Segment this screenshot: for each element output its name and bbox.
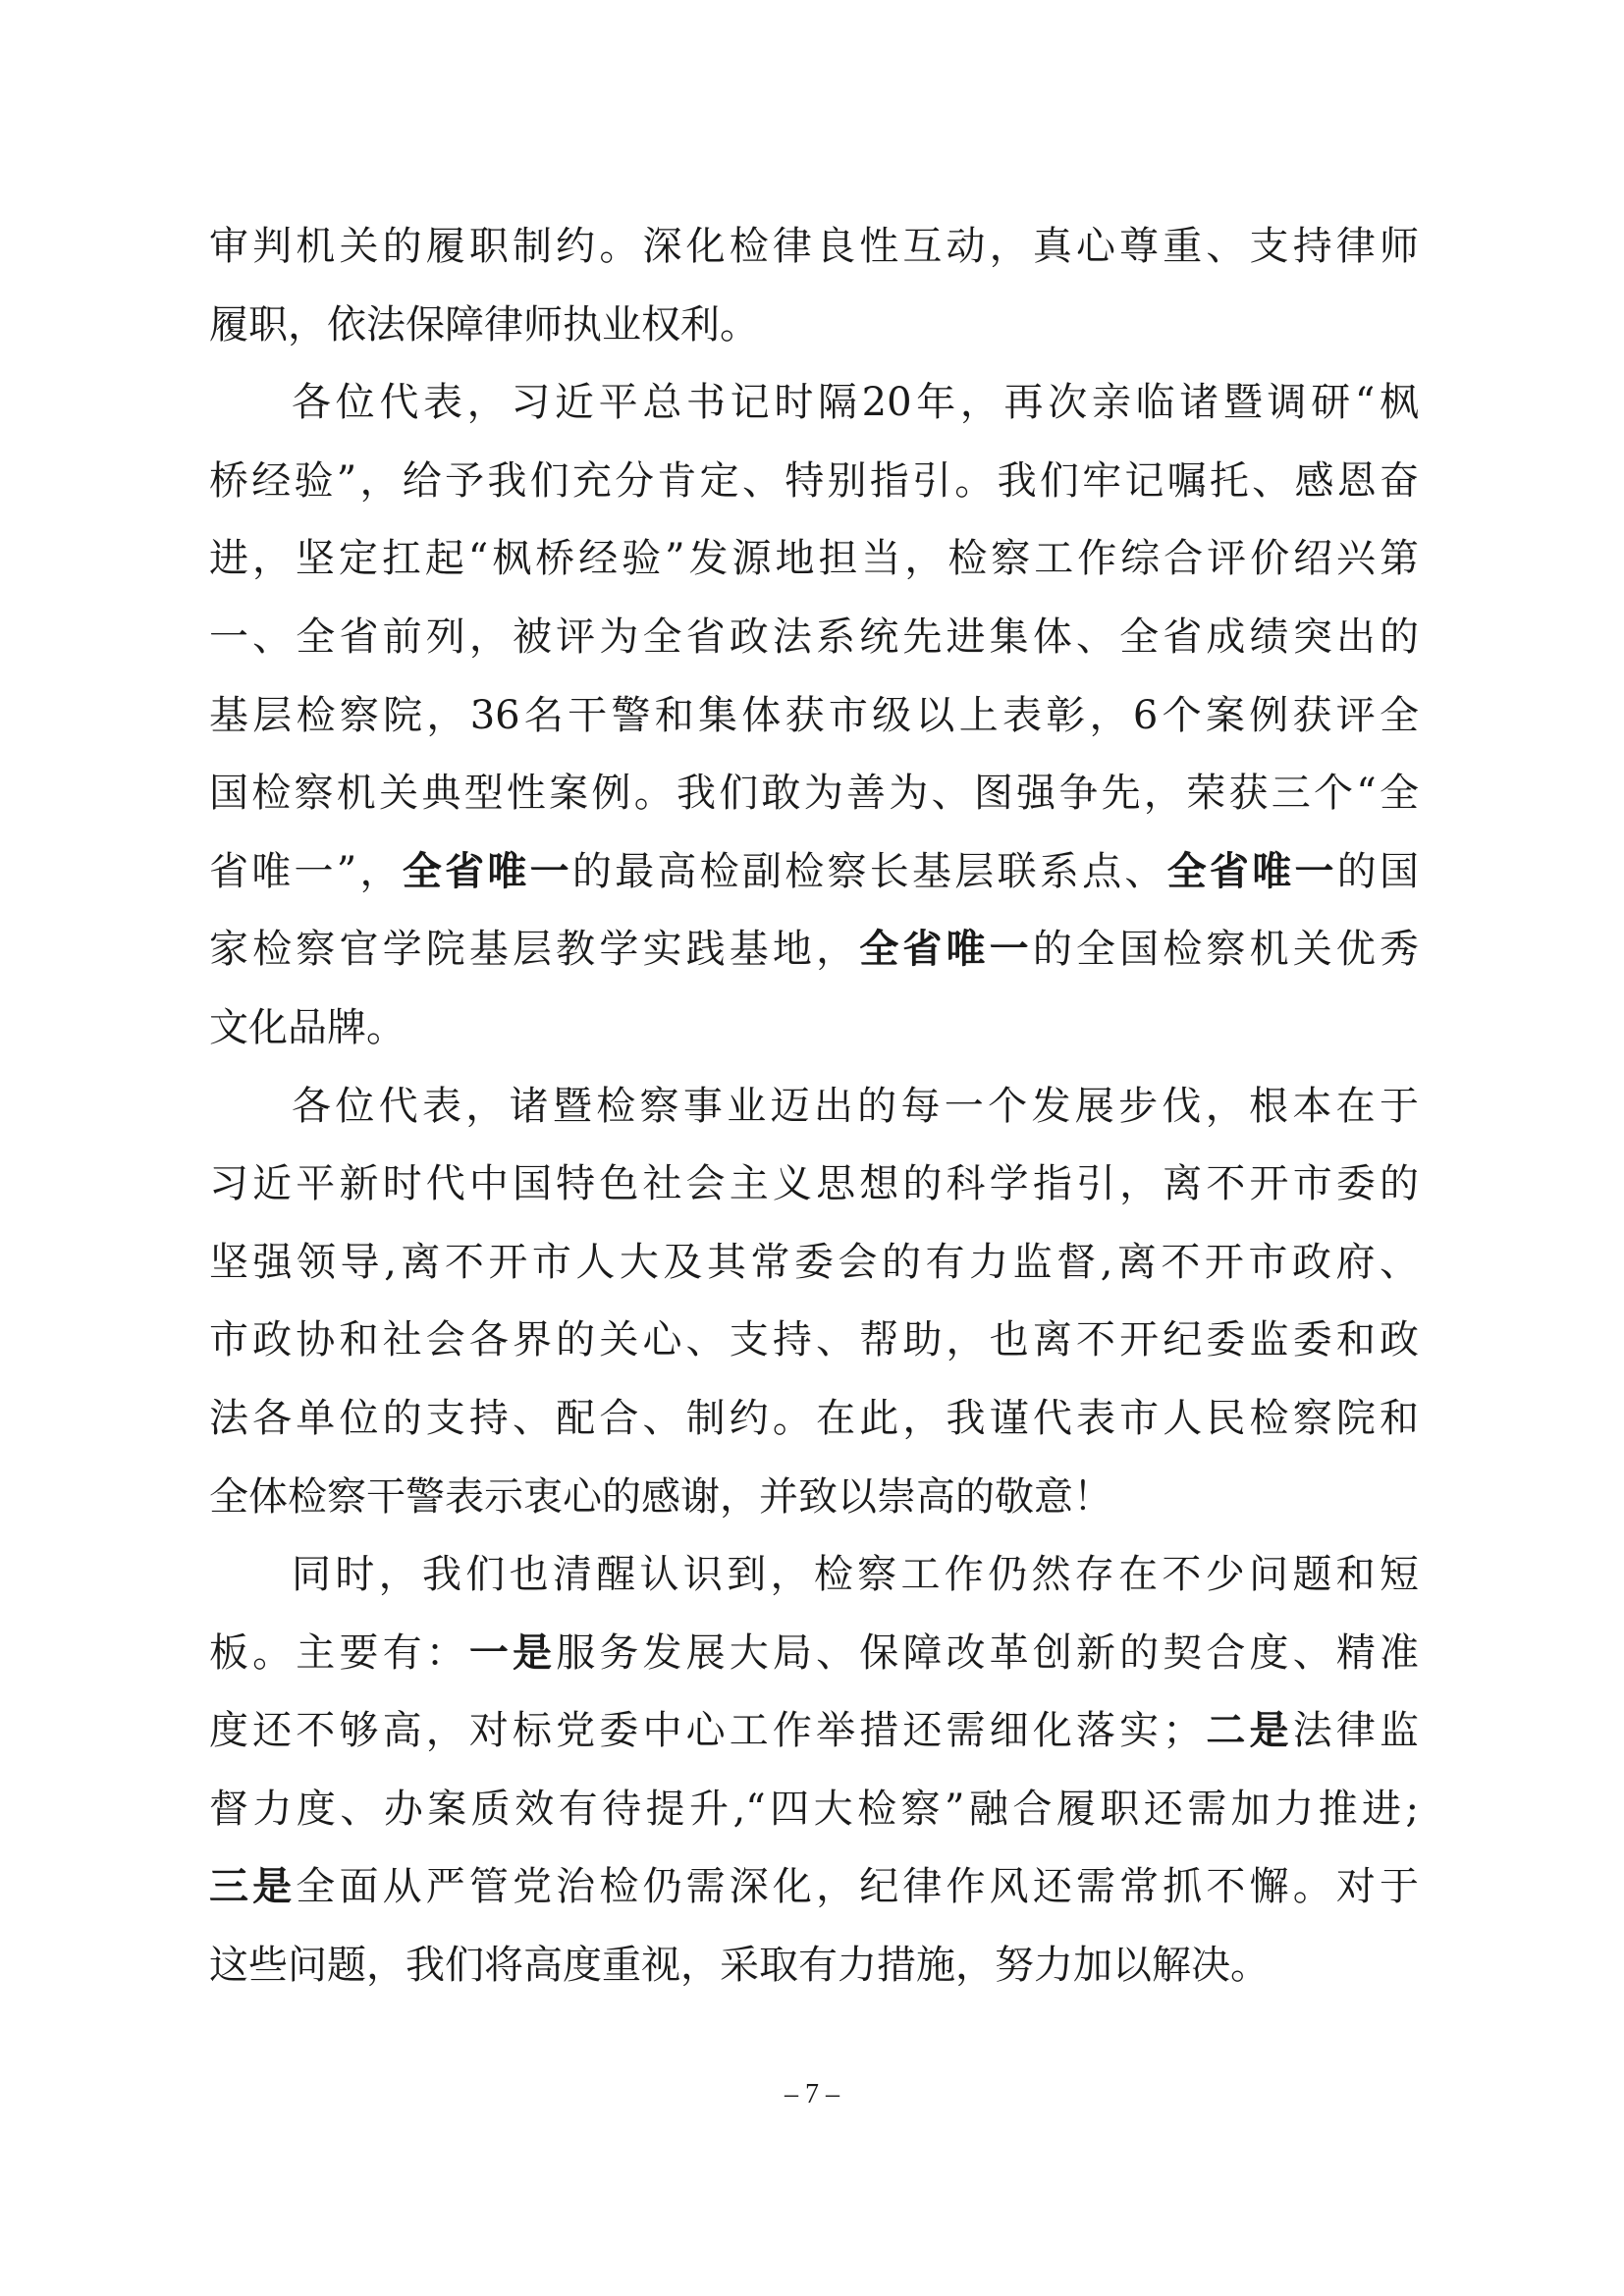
text-segment: 督力度、办案质效有待提升,“四大检察”融合履职还需加力推进; (209, 1786, 1419, 1832)
text-segment: 全体检察干警表示衷心的感谢，并致以崇高的敬意！ (209, 1473, 1112, 1520)
text-line (209, 599, 1419, 677)
text-line (209, 1615, 1419, 1693)
text-line (209, 1927, 1419, 2005)
text-segment: 文化品牌。 (209, 1004, 406, 1050)
text-segment: 板。主要有： (209, 1629, 469, 1676)
text-segment: 履职，依法保障律师执业权利。 (209, 301, 759, 347)
text-line (209, 1692, 1419, 1771)
text-line (209, 755, 1419, 833)
text-line (209, 1068, 1419, 1147)
text-segment: 全面从严管党治检仍需深化，纪律作风还需常抓不懈。对于 (296, 1864, 1419, 1910)
text-segment: 服务发展大局、保障改革创新的契合度、精准 (556, 1629, 1420, 1676)
text-segment: 法各单位的支持、配合、制约。在此，我谨代表市人民检察院和 (209, 1395, 1419, 1441)
text-line (209, 1848, 1419, 1927)
text-line (209, 364, 1419, 443)
text-line (209, 1302, 1419, 1380)
text-segment: 的国 (1336, 848, 1420, 894)
text-segment: 的最高检副检察长基层联系点、 (571, 848, 1167, 894)
text-line (209, 911, 1419, 989)
text-line (209, 1771, 1419, 1849)
text-line (209, 1459, 1419, 1537)
text-segment: 习近平新时代中国特色社会主义思想的科学指引，离不开市委的 (209, 1161, 1419, 1207)
text-line (209, 833, 1419, 912)
text-line (209, 520, 1419, 599)
text-segment: 进，坚定扛起“枫桥经验”发源地担当，检察工作综合评价绍兴第 (209, 536, 1419, 582)
bold-emphasis: 全省唯一 (402, 848, 572, 894)
text-line (209, 443, 1419, 521)
text-segment: 市政协和社会各界的关心、支持、帮助，也离不开纪委监委和政 (209, 1317, 1419, 1363)
text-segment: 同时，我们也清醒认识到，检察工作仍然存在不少问题和短 (292, 1552, 1419, 1598)
text-segment: 基层检察院，36名干警和集体获市级以上表彰，6个案例获评全 (209, 692, 1419, 738)
page-number: – 7 – (785, 2079, 839, 2109)
text-segment: 的全国检察机关优秀 (1032, 927, 1420, 973)
text-line (209, 287, 1419, 365)
text-segment: 国检察机关典型性案例。我们敢为善为、图强争先，荣获三个“全 (209, 771, 1419, 817)
text-line (209, 1224, 1419, 1303)
text-line (209, 1536, 1419, 1615)
text-line (209, 1380, 1419, 1459)
text-line (209, 989, 1419, 1068)
bold-emphasis: 全省唯一 (859, 927, 1033, 973)
text-line (209, 1146, 1419, 1224)
text-segment: 度还不够高，对标党委中心工作举措还需细化落实； (209, 1708, 1203, 1754)
bold-emphasis: 二是 (1202, 1708, 1293, 1754)
text-segment: 各位代表，习近平总书记时隔20年，再次亲临诸暨调研“枫 (292, 380, 1419, 426)
body-text (209, 208, 1419, 2005)
bold-emphasis: 三是 (209, 1864, 297, 1910)
text-segment: 省唯一”， (209, 848, 403, 894)
bold-emphasis: 全省唯一 (1166, 848, 1337, 894)
text-segment: 家检察官学院基层教学实践基地， (209, 927, 860, 973)
text-segment: 这些问题，我们将高度重视，采取有力措施，努力加以解决。 (209, 1943, 1270, 1989)
text-segment: 一、全省前列，被评为全省政法系统先进集体、全省成绩突出的 (209, 614, 1419, 660)
bold-emphasis: 一是 (468, 1629, 557, 1676)
text-segment: 法律监 (1292, 1708, 1420, 1754)
text-segment: 桥经验”，给予我们充分肯定、特别指引。我们牢记嘱托、感恩奋 (209, 457, 1419, 504)
text-line (209, 677, 1419, 756)
text-segment: 审判机关的履职制约。深化检律良性互动，真心尊重、支持律师 (209, 224, 1419, 269)
text-segment: 各位代表，诸暨检察事业迈出的每一个发展步伐，根本在于 (292, 1083, 1419, 1129)
text-segment: 坚强领导,离不开市人大及其常委会的有力监督,离不开市政府、 (209, 1239, 1419, 1285)
text-line (209, 208, 1419, 287)
